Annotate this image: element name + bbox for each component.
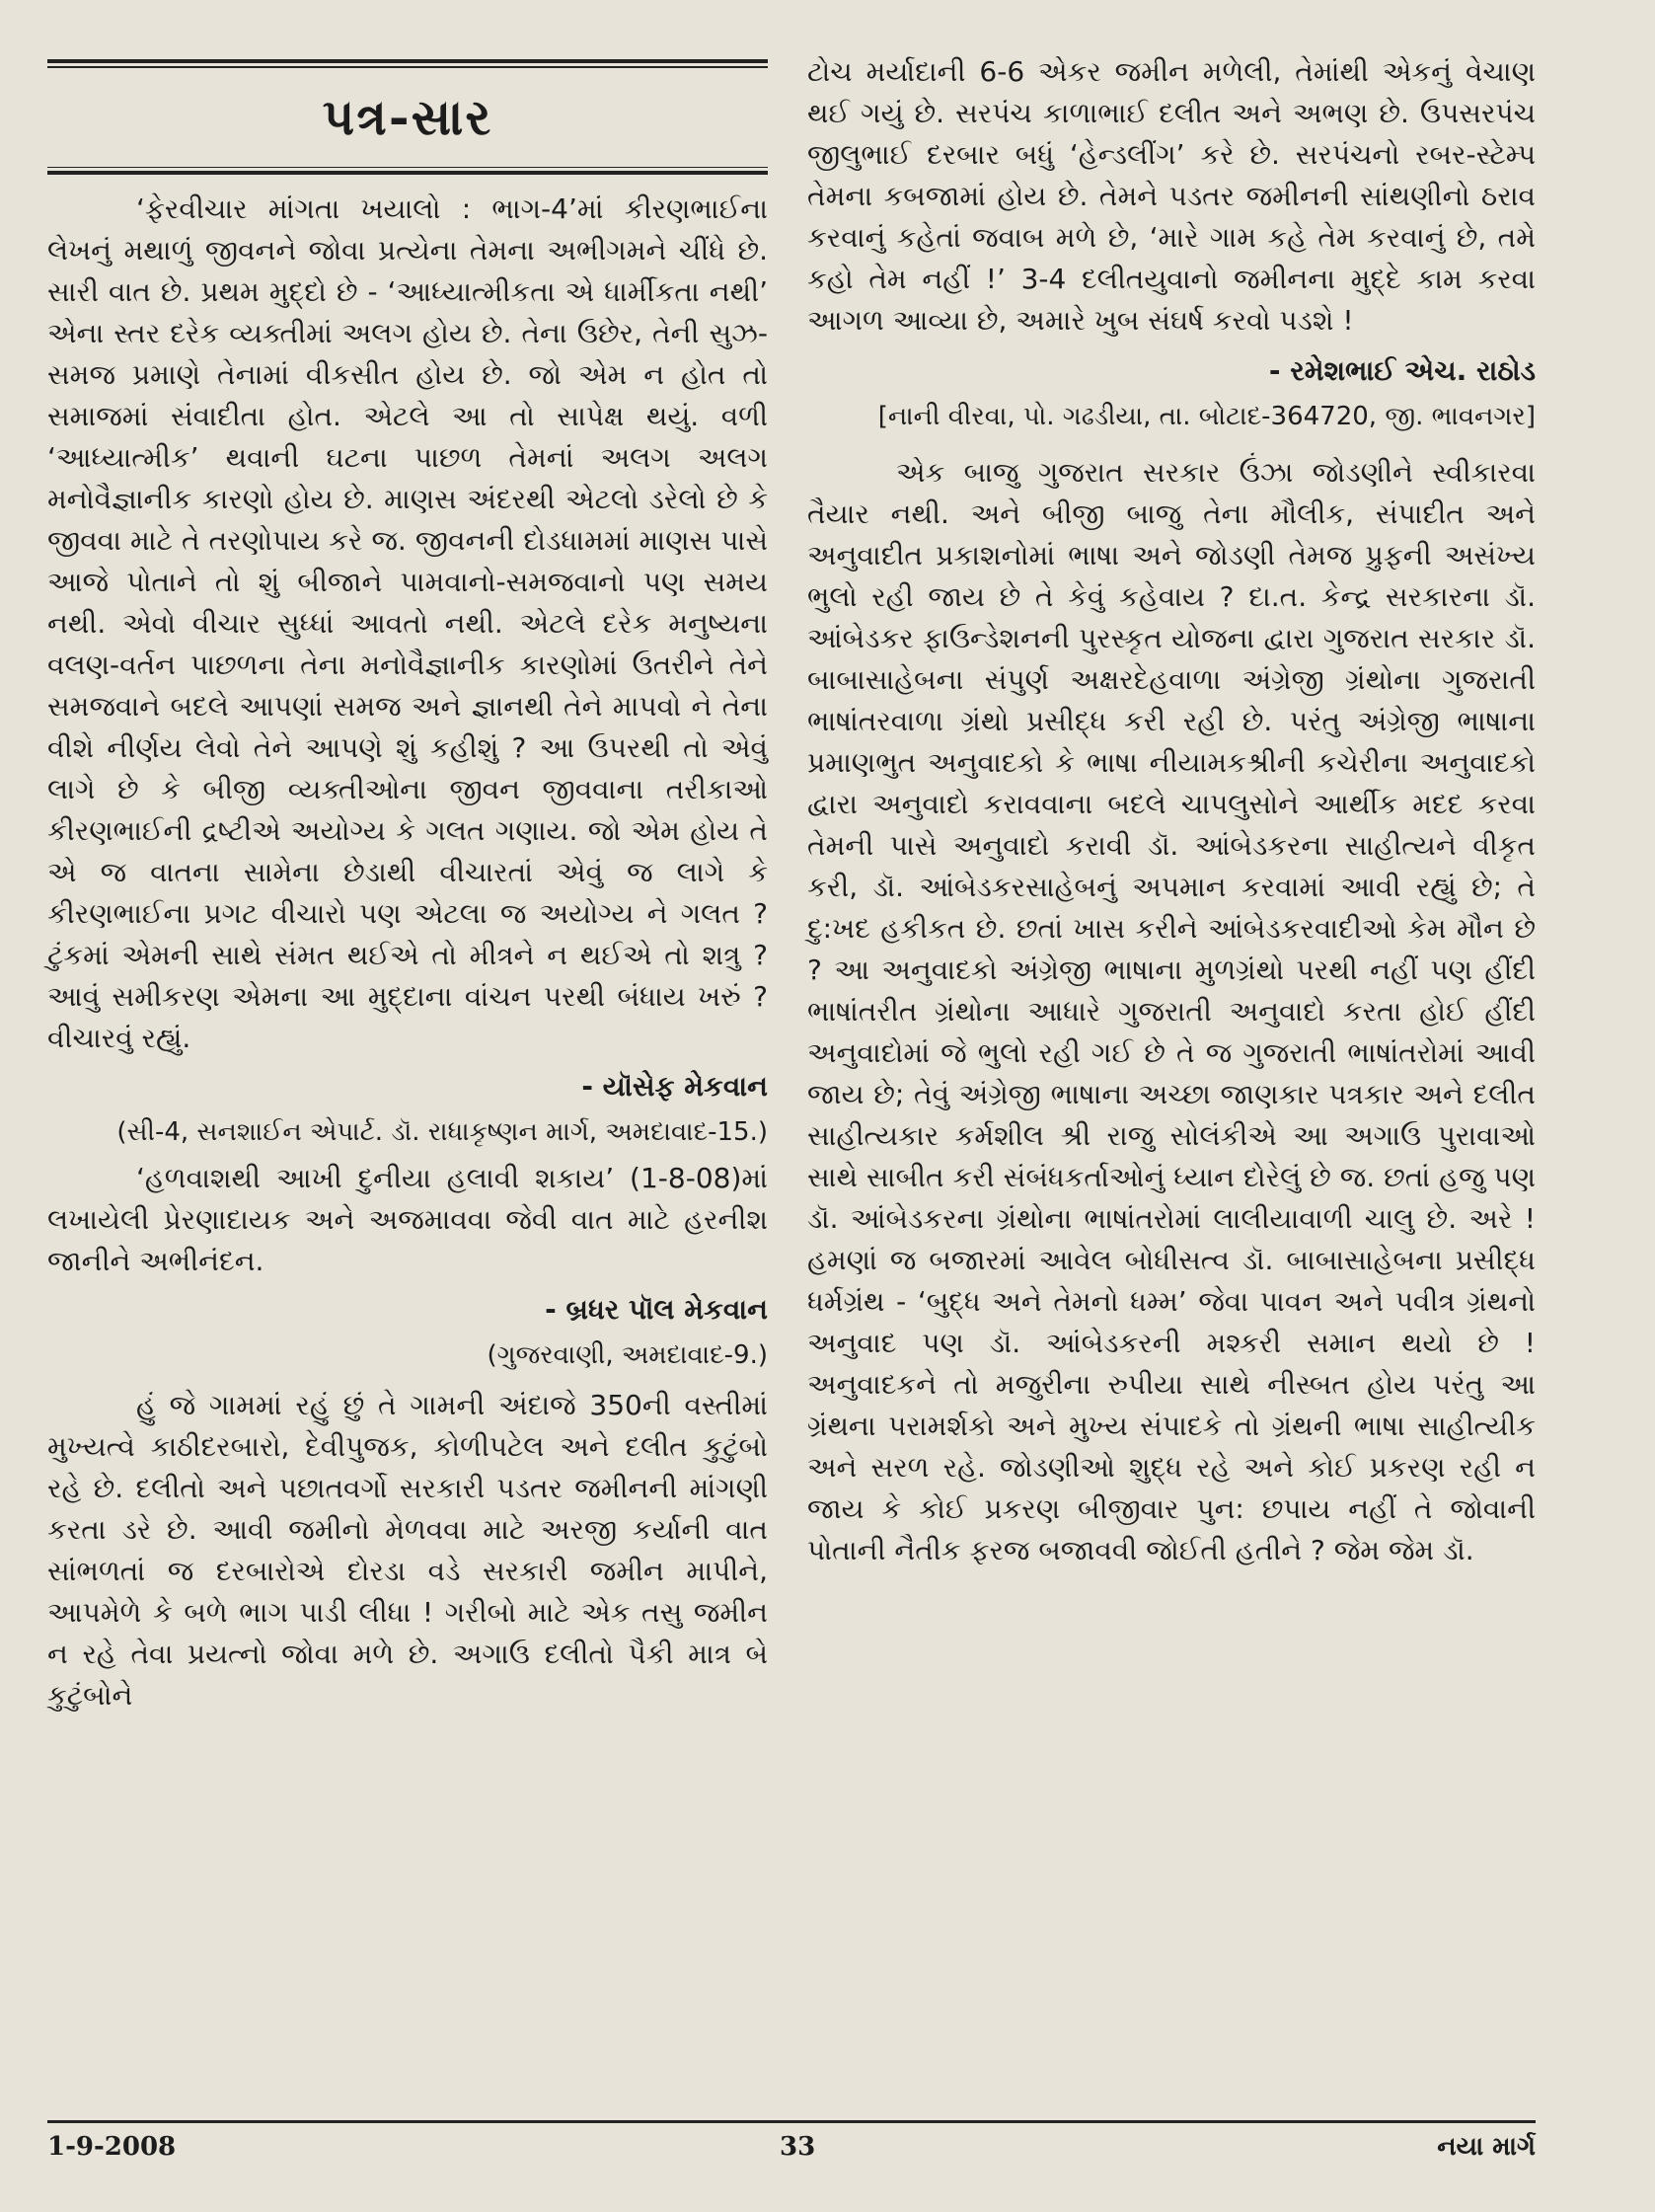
footer-date: 1-9-2008 [47,2132,177,2162]
letter-3-signature: - રમેશભાઈ એચ. રાઠોડ [1268,354,1536,387]
left-column [47,59,768,1716]
right-column [807,55,1536,1571]
footer-rule [47,2120,1536,2123]
letter-2-body: ‘હળવાશથી આખી દુનીયા હલાવી શકાય’ (1-8-08)માં લખાયેલી પ્રેરણાદાયક અને અજમાવવા જેવી વાત માટે હરનીશ જાનીને અભીનંદન. [47,1162,768,1277]
letter-4-body: એક બાજુ ગુજરાત સરકાર ઉંઝા જોડણીને સ્વીકારવા તૈયાર નથી. અને બીજી બાજુ તેના મૌલીક, સંપાદીત અને અનુવાદીત પ્રકાશનોમાં ભાષા અને જોડણી તેમજ પ્રુફની અસંખ્ય ભુલો રહી જાય છે તે કેવું કહેવાય ? દા.ત. કેન્દ્ર સરકારના ડૉ. આંબેડકર ફાઉન્ડેશનની પુરસ્કૃત યોજના દ્વારા ગુજરાત સરકાર ડૉ. બાબાસાહેબના સંપુર્ણ અક્ષરદેહવાળા અંગ્રેજી ગ્રંથોના ગુજરાતી ભાષાંતરવાળા ગ્રંથો પ્રસીદ્ધ કરી રહી છે. પરંતુ અંગ્રેજી ભાષાના પ્રમાણભુત અનુવાદકો કે ભાષા નીયામકશ્રીની કચેરીના અનુવાદકો દ્વારા અનુવાદો કરાવવાના બદલે ચાપલુસોને આર્થીક મદદ કરવા તેમની પાસે અનુવાદો કરાવી ડૉ. આંબેડકરના સાહીત્યને વીકૃત કરી, ડૉ. આંબેડકરસાહેબનું અપમાન કરવામાં આવી રહ્યું છે; તે દુ:ખદ હકીકત છે. છતાં ખાસ કરીને આંબેડકરવાદીઓ કેમ મૌન છે ? આ અનુવાદકો અંગ્રેજી ભાષાના મુળગ્રંથો પરથી નહીં પણ હીંદી ભાષાંતરીત ગ્રંથોના આધારે ગુજરાતી અનુવાદો કરતા હોઈ હીંદી અનુવાદોમાં જે ભુલો રહી ગઈ છે તે જ ગુજરાતી ભાષાંતરોમાં આવી જાય છે; તેવું અંગ્રેજી ભાષાના અચ્છા જાણકાર પત્રકાર અને દલીત સાહીત્યકાર કર્મશીલ શ્રી રાજુ સોલંકીએ આ અગાઉ પુરાવાઓ સાથે સાબીત કરી સંબંધકર્તાઓનું ધ્યાન દોરેલું છે જ. છતાં હજુ પણ ડૉ. આંબેડકરના ગ્રંથોના ભાષાંતરોમાં લાલીયાવાળી ચાલુ છે. અરે ! હમણાં જ બજારમાં આવેલ બોધીસત્વ ડૉ. બાબાસાહેબના પ્રસીદ્ધ ધર્મગ્રંથ - ‘બુદ્ધ અને તેમનો ધમ્મ’ જેવા પાવન અને પવીત્ર ગ્રંથનો અનુવાદ પણ ડૉ. આંબેડકરની મશ્કરી સમાન થયો છે ! અનુવાદકને તો મજુરીના રુપીયા સાથે નીસ્બત હોય પરંતુ આ ગ્રંથના પરામર્શકો અને મુખ્ય સંપાદકે તો ગ્રંથની ભાષા સાહીત્યીક અને સરળ રહે. જોડણીઓ શુદ્ધ રહે અને કોઈ પ્રકરણ રહી ન જાય કે કોઈ પ્રકરણ બીજીવાર પુન: છપાય નહીં તે જોવાની પોતાની નૈતીક ફરજ બજાવવી જોઈતી હતીને ? જેમ જેમ ડૉ. [807,456,1536,1566]
letter-1-signature: - યૉસેફ મેકવાન [581,1070,768,1103]
top-rule [47,59,768,68]
magazine-name: નયા માર્ગ [1437,2132,1536,2162]
page-number: 33 [780,2132,816,2162]
section-title: પત્ર-સાર [322,87,493,146]
letter-3-address: [નાની વીરવા, પો. ગઢડીયા, તા. બોટાદ-364720, જી. ભાવનગર] [877,402,1536,431]
letter-2-address: (ગુજરવાણી, અમદાવાદ-9.) [487,1340,768,1370]
letter-2-signature: - બ્રધર પૉલ મેકવાન [545,1293,768,1326]
letter-1-address: (સી-4, સનશાઈન એપાર્ટ. ડૉ. રાધાકૃષ્ણન માર્ગ, અમદાવાદ-15.) [116,1117,768,1147]
title-rule [47,167,768,176]
letter-3-continued: ટોચ મર્યાદાની 6-6 એકર જમીન મળેલી, તેમાંથી એકનું વેચાણ થઈ ગયું છે. સરપંચ કાળાભાઈ દલીત અને અભણ છે. ઉપસરપંચ જીલુભાઈ દરબાર બધું ‘હેન્ડલીંગ’ કરે છે. સરપંચનો રબર-સ્ટેમ્પ તેમના કબજામાં હોય છે. તેમને પડતર જમીનની સાંથણીનો ઠરાવ કરવાનું કહેતાં જવાબ મળે છે, ‘મારે ગામ કહે તેમ કરવાનું છે, તમે કહો તેમ નહીં !’ 3-4 દલીતયુવાનો જમીનના મુદ્દે કામ કરવા આગળ આવ્યા છે, અમારે ખુબ સંઘર્ષ કરવો પડશે ! [807,55,1536,337]
letter-3-body: હું જે ગામમાં રહું છું તે ગામની અંદાજે 350ની વસ્તીમાં મુખ્યત્વે કાઠીદરબારો, દેવીપુજક, કોળીપટેલ અને દલીત કુટુંબો રહે છે. દલીતો અને પછાતવર્ગો સરકારી પડતર જમીનની માંગણી કરતા ડરે છે. આવી જમીનો મેળવવા માટે અરજી કર્યાની વાત સાંભળતાં જ દરબારોએ દોરડા વડે સરકારી જમીન માપીને, આપમેળે કે બળે ભાગ પાડી લીધા ! ગરીબો માટે એક તસુ જમીન ન રહે તેવા પ્રયત્નો જોવા મળે છે. અગાઉ દલીતો પૈકી માત્ર બે કુટુંબોને [47,1389,768,1712]
letter-1-body: ‘ફેરવીચાર માંગતા ખયાલો : ભાગ-4’માં કીરણભાઈના લેખનું મથાળું જીવનને જોવા પ્રત્યેના તેમના અભીગમને ચીંધે છે. સારી વાત છે. પ્રથમ મુદ્દો છે - ‘આધ્યાત્મીકતા એ ધાર્મીકતા નથી’ એના સ્તર દરેક વ્યક્તીમાં અલગ હોય છે. તેના ઉછેર, તેની સુઝ-સમજ પ્રમાણે તેનામાં વીકસીત હોય છે. જો એમ ન હોત તો સમાજમાં સંવાદીતા હોત. એટલે આ તો સાપેક્ષ થયું. વળી ‘આધ્યાત્મીક’ થવાની ઘટના પાછળ તેમનાં અલગ અલગ મનોવૈજ્ઞાનીક કારણો હોય છે. માણસ અંદરથી એટલો ડરેલો છે કે જીવવા માટે તે તરણોપાય કરે જ. જીવનની દોડધામમાં માણસ પાસે આજે પોતાને તો શું બીજાને પામવાનો-સમજવાનો પણ સમય નથી. એવો વીચાર સુધ્ધાં આવતો નથી. એટલે દરેક મનુષ્યના વલણ-વર્તન પાછળના તેના મનોવૈજ્ઞાનીક કારણોમાં ઉતરીને તેને સમજવાને બદલે આપણાં સમજ અને જ્ઞાનથી તેને માપવો ને તેના વીશે નીર્ણય લેવો તેને આપણે શું કહીશું ? આ ઉપરથી તો એવું લાગે છે કે બીજી વ્યક્તીઓના જીવન જીવવાના તરીકાઓ કીરણભાઈની દ્રષ્ટીએ અયોગ્ય કે ગલત ગણાય. જો એમ હોય તે એ જ વાતના સામેના છેડાથી વીચારતાં એવું જ લાગે કે કીરણભાઈના પ્રગટ વીચારો પણ એટલા જ અયોગ્ય ને ગલત ? ટુંકમાં એમની સાથે સંમત થઈએ તો મીત્રને ન થઈએ તો શત્રુ ? આવું સમીકરણ એમના આ મુદ્દાના વાંચન પરથી બંધાય ખરું ? વીચારવું રહ્યું. [47,192,768,1054]
